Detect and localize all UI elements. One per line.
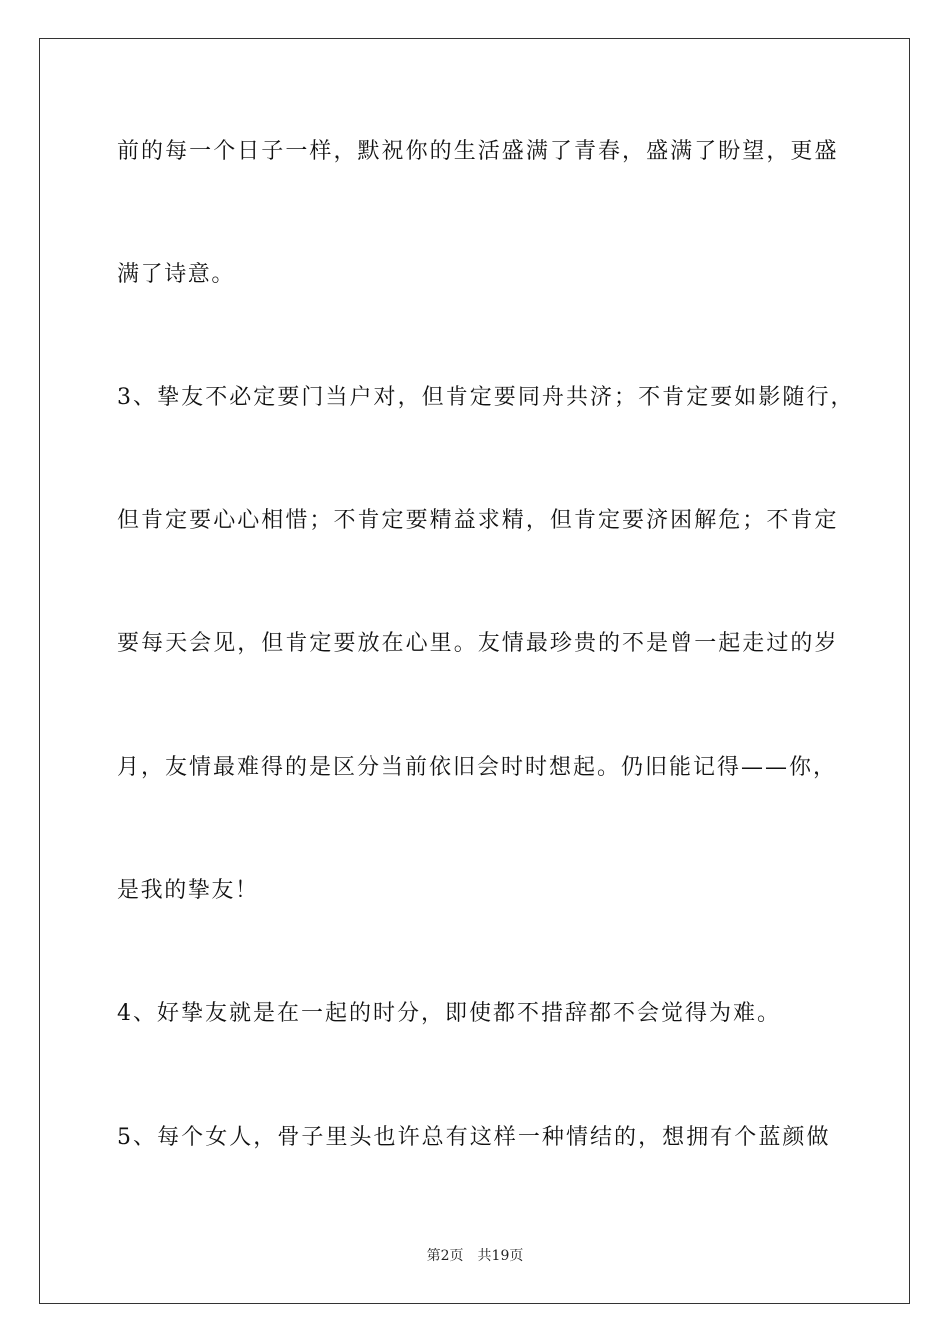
body-text-line-1: 前的每一个日子一样，默祝你的生活盛满了青春，盛满了盼望，更盛: [117, 139, 839, 164]
page-border: [39, 38, 910, 1304]
body-text-line-8: 4、好挚友就是在一起的时分，即使都不措辞都不会觉得为难。: [117, 1001, 781, 1026]
page-number: 第2页: [426, 1248, 464, 1264]
body-text-line-2: 满了诗意。: [117, 262, 236, 287]
body-text-line-3: 3、挚友不必定要门当户对，但肯定要同舟共济；不肯定要如影随行，: [117, 385, 855, 410]
body-text-line-9: 5、每个女人，骨子里头也许总有这样一种情结的，想拥有个蓝颜做: [117, 1125, 831, 1150]
total-pages: 共19页: [477, 1248, 524, 1264]
body-text-line-5: 要每天会见，但肯定要放在心里。友情最珍贵的不是曾一起走过的岁: [117, 631, 839, 656]
page-footer: [0, 1247, 950, 1265]
body-text-line-7: 是我的挚友！: [117, 878, 259, 903]
body-text-line-4: 但肯定要心心相惜；不肯定要精益求精，但肯定要济困解危；不肯定: [117, 508, 839, 533]
body-text-line-6: 月，友情最难得的是区分当前依旧会时时想起。仍旧能记得——你，: [117, 755, 838, 780]
